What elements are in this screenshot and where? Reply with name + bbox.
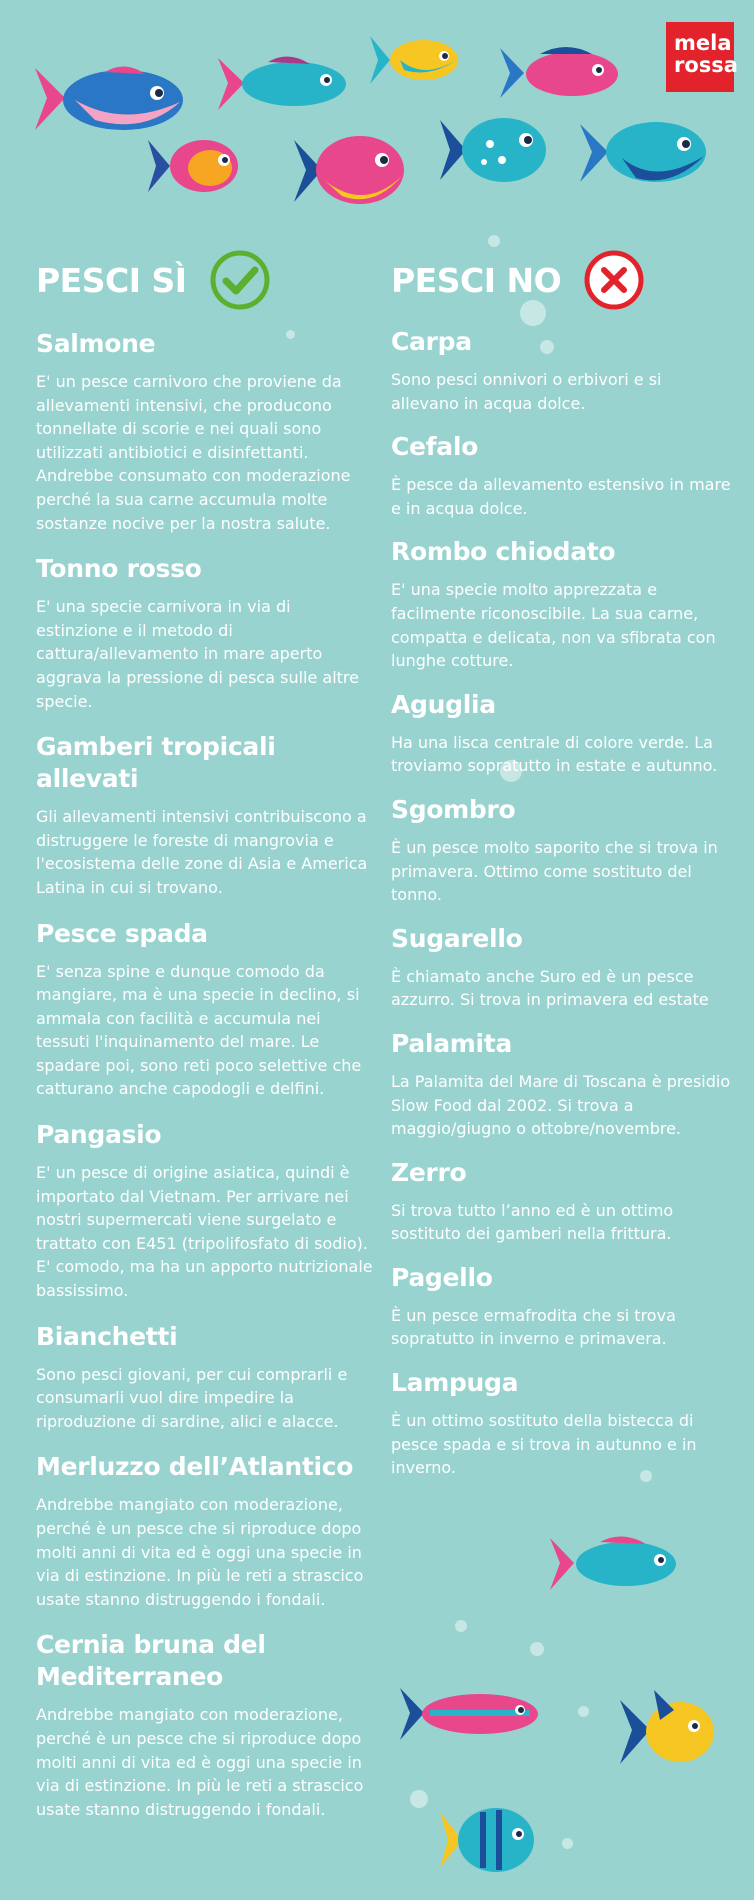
fish-name: Carpa (391, 327, 472, 356)
round-blue-fish-icon (440, 1800, 540, 1880)
fish-entry (36, 1629, 376, 1821)
cyan-fish-icon (580, 110, 710, 194)
fish-entry (36, 731, 376, 899)
fish-description: Si trova tutto l’anno ed è un ottimo sostituto dei gamberi nella frittura. (391, 1200, 674, 1244)
fish-name: Merluzzo dell’Atlantico (36, 1452, 354, 1482)
fish-description: È un pesce ermafrodita che si trova sopratutto in inverno e primavera. (391, 1305, 676, 1349)
pesci-no-title: PESCI NO (391, 260, 562, 300)
fish-description: Sono pesci onnivori o erbivori e si allevano in acqua dolce. (391, 370, 662, 413)
fish-name: Tonno rosso (36, 554, 202, 584)
fish-description: Gli allevamenti intensivi contribuiscono a distruggere le foreste di mangrovia e l'ecosistema delle zone di Asia e America Latina in cui si trovano. (36, 807, 368, 897)
fish-entry (36, 553, 376, 713)
fish-description: Ha una lisca centrale di colore verde. La troviamo sopratutto in estate e autunno. (391, 732, 718, 776)
checkmark-icon (209, 249, 271, 311)
fish-entry (391, 536, 731, 672)
bubble (455, 1620, 467, 1632)
fish-description: E' una specie molto apprezzata e facilmente riconoscibile. La sua carne, compatta e delicata, non va sfibrata con lunghe cotture. (391, 580, 716, 671)
striped-fish-icon (400, 1680, 540, 1746)
fish-name: Sgombro (391, 794, 516, 824)
orange-fish-icon (148, 130, 240, 200)
fish-entry (36, 1451, 376, 1611)
fish-entry (391, 923, 731, 1012)
pesci-si-column (36, 250, 376, 1821)
fish-entry (391, 689, 731, 778)
fish-name: Zerro (391, 1157, 467, 1187)
fish-description: Andrebbe mangiato con moderazione, perché è un pesce che si riproduce dopo molti anni di vita ed è oggi una specie in via di estinzione. In più le reti a strascico usate stanno distruggendo i fondali. (36, 1705, 364, 1819)
fish-description: È un ottimo sostituto della bistecca di pesce spada e si trova in autunno e in inverno. (391, 1411, 697, 1478)
bubble (530, 1642, 544, 1656)
pink-teal-fish-icon (550, 1530, 680, 1596)
fish-entry (391, 1262, 731, 1351)
fish-entry (391, 1028, 731, 1141)
fish-entry (36, 918, 376, 1102)
pink-blue-fish-icon (500, 40, 620, 106)
fish-name: Gamberi tropicali allevati (36, 732, 276, 794)
angelfish-icon (610, 1680, 720, 1780)
fish-name: Salmone (36, 329, 156, 358)
pesci-no-column (391, 250, 731, 1480)
pesci-si-header (36, 250, 376, 310)
fish-name: Bianchetti (36, 1321, 178, 1351)
fish-description: E' un pesce di origine asiatica, quindi è importato dal Vietnam. Per arrivare nei nostri supermercati viene surgelato e trattato con E451 (tripolifosfato di sodio). E' comodo, ma ha un apporto nutrizionale bassissimo. (36, 1163, 373, 1301)
fish-description: Andrebbe mangiato con moderazione, perché è un pesce che si riproduce dopo molti anni di vita ed è oggi una specie in via di estinzione. In più le reti a strascico usate stanno distruggendo i fondali. (36, 1495, 364, 1609)
fish-entry (36, 1119, 376, 1303)
fish-description: E' una specie carnivora in via di estinzione e il metodo di cattura/allevamento in mare aperto aggrava la pressione di pesca sulle altre specie. (36, 597, 359, 711)
fish-description: È pesce da allevamento estensivo in mare e in acqua dolce. (391, 475, 731, 518)
fish-entry (36, 1321, 376, 1434)
fish-name: Palamita (391, 1028, 513, 1058)
fish-entry (391, 326, 731, 415)
fish-description: La Palamita del Mare di Toscana è presidio Slow Food dal 2002. Si trova a maggio/giugno o ottobre/novembre. (391, 1071, 731, 1139)
pesci-no-header (391, 250, 731, 310)
fish-name: Pangasio (36, 1120, 162, 1150)
fish-name: Pagello (391, 1262, 493, 1292)
fish-name: Lampuga (391, 1368, 519, 1398)
blue-yellow-fish-icon (370, 30, 460, 90)
fish-name: Rombo chiodato (391, 537, 616, 567)
bubble (488, 235, 500, 247)
fish-entry (391, 1157, 731, 1246)
teal-fish-icon (218, 50, 348, 116)
fish-entry (391, 794, 731, 907)
fish-name: Cernia bruna del Mediterraneo (36, 1630, 266, 1692)
fish-description: Sono pesci giovani, per cui comprarli e consumarli vuol dire impedire la riproduzione di sardine, alici e alacce. (36, 1364, 348, 1431)
logo-line-1: mela (674, 31, 732, 55)
fish-name: Sugarello (391, 923, 523, 953)
fish-entry (36, 328, 376, 535)
bubble (562, 1838, 573, 1849)
fish-description: È un pesce molto saporito che si trova in primavera. Ottimo come sostituto del tonno. (391, 837, 718, 905)
bubble (578, 1706, 589, 1717)
fish-name: Cefalo (391, 432, 478, 462)
melarossa-logo[interactable] (666, 22, 738, 92)
bubble (410, 1790, 428, 1808)
fish-entry (391, 431, 731, 520)
fish-description: E' un pesce carnivoro che proviene da allevamenti intensivi, che producono tonnellate di scorie e nei quali sono utilizzati antibiotici e disinfettanti. Andrebbe consumato con moderazione perché la sua carne accumula molte sostanze nocive per la nostra salute. (36, 372, 351, 533)
fish-name: Aguglia (391, 689, 496, 719)
yellow-pink-fish-icon (294, 126, 406, 212)
logo-line-2: rossa (674, 53, 738, 77)
cross-icon (583, 249, 645, 311)
fish-entry (391, 1367, 731, 1480)
fish-description: È chiamato anche Suro ed è un pesce azzurro. Si trova in primavera ed estate (391, 966, 709, 1010)
fish-name: Pesce spada (36, 918, 208, 948)
pink-fish-icon (35, 58, 185, 138)
teal-dotted-fish-icon (440, 108, 548, 190)
fish-description: E' senza spine e dunque comodo da mangiare, ma è una specie in declino, si ammala con facilità e accumula nei tessuti l'inquinamento del mare. Le spadare poi, sono reti poco selettive che catturano anche capodogli e delfini. (36, 961, 362, 1099)
pesci-si-title: PESCI SÌ (36, 260, 187, 300)
